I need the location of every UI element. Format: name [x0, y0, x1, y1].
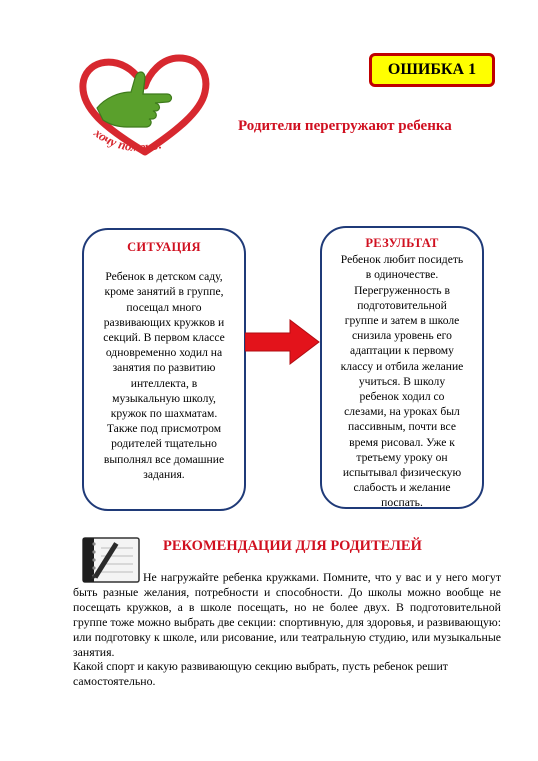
result-box: [320, 226, 484, 509]
page-subtitle: Родители перегружают ребенка: [238, 118, 452, 134]
error-badge: ОШИБКА 1: [369, 53, 495, 87]
recommendations-title: РЕКОМЕНДАЦИИ ДЛЯ РОДИТЕЛЕЙ: [163, 538, 422, 554]
right-arrow-icon: [245, 318, 320, 366]
result-title: РЕЗУЛЬТАТ: [365, 236, 439, 250]
logo-text: хочу помочь!: [91, 125, 164, 155]
result-text: Ребенок любит посидеть в одиночестве. Перегруженность в подготовительной группе и затем в школе снизила уровень его адаптации к первому классу и отбила желание учиться. В школу ребенок ходил со слезами, на уроках был пассивным, почти все время рисовал. Уже к третьему уроку он испытывал физическую слабость и желание поспать.: [340, 253, 464, 510]
situation-box: [82, 228, 246, 511]
recommendations-paragraph-2: Какой спорт и какую развивающую секцию выбрать, пусть ребенок решит самостоятельно.: [73, 659, 448, 689]
recommendations-paragraph-1: Не нагружайте ребенка кружками. Помните, что у вас и у него могут быть разные желания, потребности и способности. До школы можно вообще не посещать кружков, а в школе посещать, но не более двух. В подготовительной группе тоже можно выбрать две секции: спортивную, для здоровья, и развивающую: или подготовку к школе, или рисование, или театральную студию, или музыкальные занятия.: [73, 570, 501, 659]
situation-title: СИТУАЦИЯ: [127, 240, 201, 254]
situation-text: Ребенок в детском саду, кроме занятий в группе, посещал много развивающих кружков и секций. В первом классе одновременно ходил на занятия по развитию интеллекта, в музыкальную школу, кружок по шахматам. Также под присмотром родителей тщательно выполнял все домашние задания.: [103, 270, 225, 481]
logo-hand: [97, 72, 172, 127]
recommendations-text: [73, 570, 501, 689]
logo: [75, 48, 215, 163]
